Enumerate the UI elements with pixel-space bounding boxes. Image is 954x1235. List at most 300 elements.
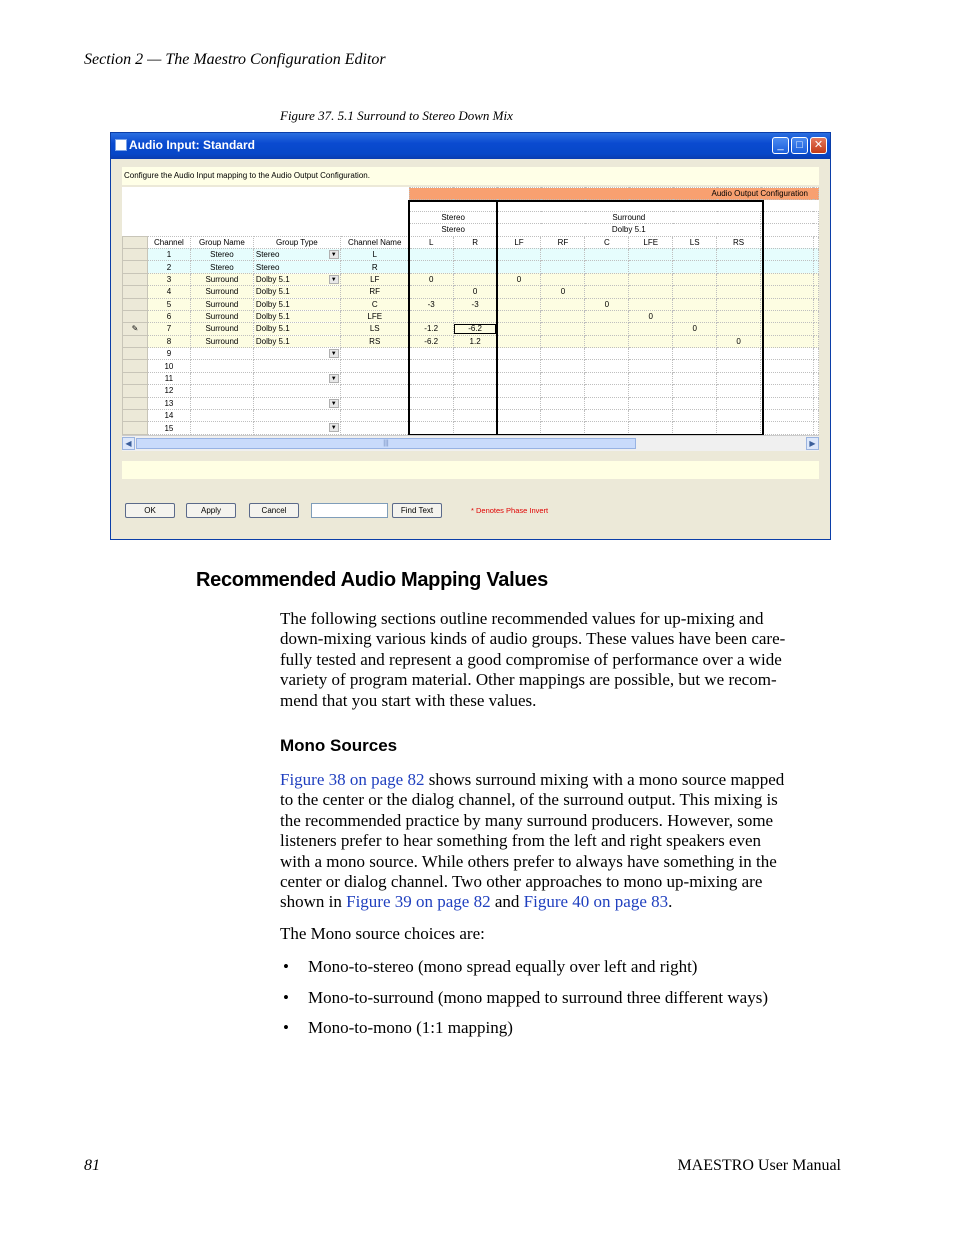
channel-name-cell[interactable]: LS bbox=[340, 323, 409, 335]
gain-cell[interactable] bbox=[409, 372, 453, 384]
table-row[interactable] bbox=[123, 323, 819, 335]
gain-cell[interactable] bbox=[585, 323, 629, 335]
close-icon[interactable]: ✕ bbox=[810, 137, 827, 154]
intro-line: fully tested and represent a good compromise of performance over a wide bbox=[280, 649, 782, 669]
section-heading: Recommended Audio Mapping Values bbox=[196, 569, 548, 591]
gain-cell[interactable] bbox=[673, 397, 717, 409]
gain-cell[interactable] bbox=[541, 348, 585, 360]
gain-cell[interactable]: 0 bbox=[629, 310, 673, 322]
table-row[interactable] bbox=[123, 310, 819, 322]
intro-line: down-mixing various kinds of audio groups. These values have been care- bbox=[280, 629, 786, 649]
channel-name-cell[interactable]: RS bbox=[340, 335, 409, 347]
gain-cell[interactable] bbox=[717, 372, 761, 384]
table-row[interactable] bbox=[123, 360, 819, 372]
empty-cell[interactable] bbox=[761, 310, 814, 322]
channel-cell[interactable]: 9 bbox=[147, 348, 190, 360]
empty-cell[interactable] bbox=[813, 261, 818, 273]
group-name-cell[interactable]: Surround bbox=[190, 323, 253, 335]
group-name-cell[interactable]: Surround bbox=[190, 298, 253, 310]
column-header[interactable]: Channel bbox=[147, 236, 190, 248]
gain-cell[interactable]: -6.2 bbox=[409, 335, 453, 347]
app-icon bbox=[115, 139, 127, 151]
title-bar[interactable] bbox=[111, 133, 830, 159]
empty-cell[interactable] bbox=[813, 422, 818, 434]
gain-cell[interactable] bbox=[629, 335, 673, 347]
row-selector[interactable] bbox=[123, 273, 148, 285]
empty-cell[interactable] bbox=[761, 335, 814, 347]
figure-39-link[interactable]: Figure 39 on page 82 bbox=[346, 892, 491, 912]
group-type-stereo: Stereo bbox=[409, 224, 497, 236]
column-header[interactable]: LFE bbox=[629, 236, 673, 248]
channel-name-cell[interactable]: R bbox=[340, 261, 409, 273]
gain-cell[interactable] bbox=[409, 385, 453, 397]
gain-cell[interactable] bbox=[453, 410, 497, 422]
column-header[interactable]: Channel Name bbox=[340, 236, 409, 248]
channel-name-cell[interactable] bbox=[340, 348, 409, 360]
gain-cell[interactable] bbox=[629, 385, 673, 397]
mono-text: to the center or the dialog channel, of the surround output. This mixing is bbox=[280, 790, 778, 810]
gain-cell[interactable]: 0 bbox=[541, 286, 585, 298]
column-header[interactable]: RS bbox=[717, 236, 761, 248]
channel-cell[interactable]: 4 bbox=[147, 286, 190, 298]
gain-cell[interactable] bbox=[541, 273, 585, 285]
mono-text: shown in bbox=[280, 892, 347, 912]
channel-cell[interactable]: 2 bbox=[147, 261, 190, 273]
gain-cell[interactable] bbox=[541, 422, 585, 434]
gain-cell[interactable] bbox=[453, 397, 497, 409]
row-selector[interactable] bbox=[123, 422, 148, 434]
row-selector[interactable] bbox=[123, 410, 148, 422]
table-row[interactable] bbox=[123, 410, 819, 422]
column-header[interactable]: Group Name bbox=[190, 236, 253, 248]
gain-cell[interactable] bbox=[409, 348, 453, 360]
channel-name-cell[interactable]: LFE bbox=[340, 310, 409, 322]
row-selector[interactable] bbox=[123, 348, 148, 360]
apply-button[interactable]: Apply bbox=[186, 503, 236, 518]
empty-cell[interactable] bbox=[761, 385, 814, 397]
row-selector[interactable] bbox=[123, 310, 148, 322]
gain-cell[interactable]: 0 bbox=[453, 286, 497, 298]
column-header-filler bbox=[761, 236, 814, 248]
instruction-text: Configure the Audio Input mapping to the Audio Output Configuration. bbox=[122, 167, 819, 185]
table-row[interactable] bbox=[123, 261, 819, 273]
group-header-surround: Surround bbox=[497, 211, 760, 223]
gain-cell[interactable] bbox=[453, 372, 497, 384]
gain-cell[interactable] bbox=[717, 261, 761, 273]
gain-cell[interactable] bbox=[717, 385, 761, 397]
gain-cell[interactable] bbox=[673, 360, 717, 372]
dropdown-arrow-icon[interactable]: ▼ bbox=[329, 275, 339, 284]
empty-cell[interactable] bbox=[813, 310, 818, 322]
gain-cell[interactable]: 0 bbox=[673, 323, 717, 335]
group-type-cell[interactable]: Dolby 5.1 bbox=[253, 323, 340, 335]
gain-cell[interactable] bbox=[629, 410, 673, 422]
gain-cell[interactable] bbox=[453, 360, 497, 372]
channel-cell[interactable]: 7 bbox=[147, 323, 190, 335]
gain-cell[interactable] bbox=[629, 286, 673, 298]
group-type-cell[interactable]: Dolby 5.1 ▼ bbox=[253, 273, 340, 285]
dropdown-arrow-icon[interactable]: ▼ bbox=[329, 349, 339, 358]
channel-name-cell[interactable]: LF bbox=[340, 273, 409, 285]
gain-cell[interactable] bbox=[629, 273, 673, 285]
channel-name-cell[interactable] bbox=[340, 422, 409, 434]
gain-cell[interactable] bbox=[585, 335, 629, 347]
gain-cell[interactable] bbox=[673, 410, 717, 422]
gain-cell[interactable] bbox=[409, 410, 453, 422]
gain-cell[interactable] bbox=[717, 298, 761, 310]
gain-cell[interactable] bbox=[497, 372, 541, 384]
row-selector[interactable] bbox=[123, 372, 148, 384]
group-type-row bbox=[123, 224, 819, 236]
group-type-cell[interactable]: Dolby 5.1 bbox=[253, 335, 340, 347]
gain-cell[interactable]: -1.2 bbox=[409, 323, 453, 335]
bullet-item: Mono-to-surround (mono mapped to surround three different ways) bbox=[308, 988, 768, 1007]
gain-cell[interactable] bbox=[497, 261, 541, 273]
choices-intro: The Mono source choices are: bbox=[280, 924, 485, 943]
gain-cell[interactable] bbox=[409, 422, 453, 434]
channel-name-cell[interactable] bbox=[340, 410, 409, 422]
gain-cell[interactable] bbox=[717, 360, 761, 372]
gain-cell[interactable] bbox=[541, 310, 585, 322]
mono-text: listeners prefer to hear something from the left and right speakers even bbox=[280, 831, 762, 851]
group-name-cell[interactable]: Stereo bbox=[190, 261, 253, 273]
gain-cell[interactable]: -6.2 bbox=[453, 323, 497, 335]
gain-cell[interactable] bbox=[585, 310, 629, 322]
gain-cell[interactable] bbox=[453, 261, 497, 273]
gain-cell[interactable] bbox=[673, 422, 717, 434]
gain-cell[interactable]: 1.2 bbox=[453, 335, 497, 347]
group-type-cell[interactable] bbox=[253, 410, 340, 422]
gain-cell[interactable] bbox=[541, 335, 585, 347]
gain-cell[interactable] bbox=[497, 410, 541, 422]
table-row[interactable] bbox=[123, 422, 819, 434]
scroll-thumb[interactable]: ||| bbox=[136, 438, 636, 449]
empty-cell[interactable] bbox=[761, 397, 814, 409]
gain-cell[interactable]: -3 bbox=[453, 298, 497, 310]
channel-cell[interactable]: 13 bbox=[147, 397, 190, 409]
group-type-cell[interactable] bbox=[253, 422, 340, 434]
gain-cell[interactable] bbox=[497, 348, 541, 360]
gain-cell[interactable] bbox=[541, 261, 585, 273]
gain-cell[interactable] bbox=[497, 248, 541, 260]
gain-cell[interactable] bbox=[497, 422, 541, 434]
gain-cell[interactable] bbox=[409, 360, 453, 372]
row-selector[interactable] bbox=[123, 298, 148, 310]
gain-cell[interactable] bbox=[497, 360, 541, 372]
gain-cell[interactable] bbox=[409, 397, 453, 409]
empty-cell[interactable] bbox=[761, 348, 814, 360]
cancel-button[interactable]: Cancel bbox=[249, 503, 299, 518]
gain-cell[interactable] bbox=[585, 360, 629, 372]
column-header[interactable]: LF bbox=[497, 236, 541, 248]
mono-sources-heading: Mono Sources bbox=[280, 736, 398, 755]
empty-cell[interactable] bbox=[761, 261, 814, 273]
gain-cell[interactable] bbox=[497, 310, 541, 322]
find-text-button[interactable]: Find Text bbox=[392, 503, 442, 518]
empty-cell[interactable] bbox=[813, 372, 818, 384]
empty-cell[interactable] bbox=[813, 273, 818, 285]
table-row[interactable] bbox=[123, 273, 819, 285]
mono-text: center or dialog channel. Two other approaches to mono up-mixing are bbox=[280, 872, 763, 892]
gain-cell[interactable] bbox=[585, 372, 629, 384]
gain-cell[interactable] bbox=[717, 397, 761, 409]
row-selector[interactable] bbox=[123, 261, 148, 273]
gain-cell[interactable] bbox=[717, 310, 761, 322]
group-name-cell[interactable] bbox=[190, 410, 253, 422]
gain-cell[interactable] bbox=[585, 261, 629, 273]
gain-cell[interactable] bbox=[409, 286, 453, 298]
empty-cell[interactable] bbox=[813, 248, 818, 260]
empty-cell[interactable] bbox=[813, 410, 818, 422]
channel-cell[interactable]: 6 bbox=[147, 310, 190, 322]
column-header[interactable]: Group Type bbox=[253, 236, 340, 248]
empty-cell[interactable] bbox=[813, 286, 818, 298]
group-name-cell[interactable] bbox=[190, 348, 253, 360]
dropdown-arrow-icon[interactable]: ▼ bbox=[329, 250, 339, 259]
empty-cell[interactable] bbox=[761, 248, 814, 260]
horizontal-scrollbar[interactable] bbox=[122, 435, 819, 451]
gain-cell[interactable] bbox=[629, 348, 673, 360]
gain-cell[interactable] bbox=[497, 323, 541, 335]
channel-cell[interactable]: 5 bbox=[147, 298, 190, 310]
empty-cell[interactable] bbox=[761, 323, 814, 335]
group-name-cell[interactable] bbox=[190, 422, 253, 434]
edit-pencil-icon[interactable]: ✎ bbox=[123, 323, 148, 335]
group-name-cell[interactable]: Surround bbox=[190, 286, 253, 298]
group-type-cell[interactable] bbox=[253, 397, 340, 409]
gain-cell[interactable] bbox=[629, 298, 673, 310]
gain-cell[interactable] bbox=[453, 385, 497, 397]
gain-cell[interactable] bbox=[497, 397, 541, 409]
bullet-icon: • bbox=[283, 1018, 289, 1037]
channel-cell[interactable]: 3 bbox=[147, 273, 190, 285]
row-selector[interactable] bbox=[123, 286, 148, 298]
gain-cell[interactable]: 0 bbox=[717, 335, 761, 347]
gain-cell[interactable] bbox=[409, 310, 453, 322]
channel-name-cell[interactable] bbox=[340, 385, 409, 397]
gain-cell[interactable] bbox=[585, 397, 629, 409]
gain-cell[interactable] bbox=[673, 286, 717, 298]
group-type-cell[interactable]: Dolby 5.1 bbox=[253, 310, 340, 322]
gain-cell[interactable] bbox=[717, 422, 761, 434]
group-type-cell[interactable] bbox=[253, 348, 340, 360]
gain-cell[interactable] bbox=[541, 323, 585, 335]
group-type-cell[interactable] bbox=[253, 360, 340, 372]
gain-cell[interactable] bbox=[717, 323, 761, 335]
channel-name-cell[interactable] bbox=[340, 360, 409, 372]
gain-cell[interactable] bbox=[717, 348, 761, 360]
mono-text: the recommended practice by many surround producers. However, some bbox=[280, 810, 774, 830]
empty-cell[interactable] bbox=[813, 323, 818, 335]
table-row[interactable] bbox=[123, 248, 819, 260]
column-header[interactable]: LS bbox=[673, 236, 717, 248]
gain-cell[interactable]: 0 bbox=[585, 298, 629, 310]
gain-cell[interactable] bbox=[717, 410, 761, 422]
group-name-cell[interactable] bbox=[190, 385, 253, 397]
group-name-cell[interactable]: Surround bbox=[190, 273, 253, 285]
scroll-right-icon[interactable]: ▶ bbox=[806, 437, 819, 450]
intro-paragraph bbox=[280, 609, 845, 711]
channel-cell[interactable]: 12 bbox=[147, 385, 190, 397]
gain-cell[interactable] bbox=[541, 385, 585, 397]
gain-cell[interactable] bbox=[541, 298, 585, 310]
gain-cell[interactable] bbox=[673, 348, 717, 360]
gain-cell[interactable] bbox=[629, 422, 673, 434]
gain-cell[interactable] bbox=[453, 348, 497, 360]
channel-name-cell[interactable] bbox=[340, 372, 409, 384]
gain-cell[interactable] bbox=[585, 422, 629, 434]
empty-cell[interactable] bbox=[813, 335, 818, 347]
scroll-left-icon[interactable]: ◀ bbox=[122, 437, 135, 450]
ok-button[interactable]: OK bbox=[125, 503, 175, 518]
output-config-row bbox=[123, 188, 819, 200]
gain-cell[interactable] bbox=[453, 422, 497, 434]
spacer-row bbox=[123, 200, 819, 211]
group-name-cell[interactable]: Surround bbox=[190, 310, 253, 322]
gain-cell[interactable] bbox=[541, 397, 585, 409]
mapping-table bbox=[122, 187, 819, 447]
empty-cell[interactable] bbox=[813, 397, 818, 409]
gain-cell[interactable] bbox=[541, 410, 585, 422]
gain-cell[interactable] bbox=[717, 286, 761, 298]
column-header[interactable]: R bbox=[453, 236, 497, 248]
gain-cell[interactable] bbox=[497, 335, 541, 347]
gain-cell[interactable] bbox=[629, 323, 673, 335]
group-name-cell[interactable] bbox=[190, 372, 253, 384]
channel-cell[interactable]: 14 bbox=[147, 410, 190, 422]
gain-cell[interactable] bbox=[629, 372, 673, 384]
gain-cell[interactable] bbox=[585, 385, 629, 397]
row-selector[interactable] bbox=[123, 385, 148, 397]
gain-cell[interactable] bbox=[453, 273, 497, 285]
gain-cell[interactable] bbox=[673, 261, 717, 273]
figure-38-link[interactable]: Figure 38 on page 82 bbox=[280, 770, 425, 789]
group-type-cell[interactable]: Stereo ▼ bbox=[253, 248, 340, 260]
table-row[interactable] bbox=[123, 348, 819, 360]
dropdown-arrow-icon[interactable]: ▼ bbox=[329, 423, 339, 432]
table-row[interactable] bbox=[123, 385, 819, 397]
dropdown-arrow-icon[interactable]: ▼ bbox=[329, 399, 339, 408]
empty-cell[interactable] bbox=[761, 422, 814, 434]
gain-cell[interactable] bbox=[409, 261, 453, 273]
table-row[interactable] bbox=[123, 286, 819, 298]
column-header[interactable]: RF bbox=[541, 236, 585, 248]
group-type-cell[interactable] bbox=[253, 385, 340, 397]
channel-cell[interactable]: 15 bbox=[147, 422, 190, 434]
channel-cell[interactable]: 10 bbox=[147, 360, 190, 372]
empty-cell[interactable] bbox=[813, 385, 818, 397]
gain-cell[interactable] bbox=[673, 372, 717, 384]
empty-cell[interactable] bbox=[761, 298, 814, 310]
gain-cell[interactable] bbox=[673, 248, 717, 260]
group-name-row bbox=[123, 211, 819, 223]
row-selector[interactable] bbox=[123, 397, 148, 409]
bullet-item: Mono-to-stereo (mono spread equally over left and right) bbox=[308, 957, 698, 976]
gain-cell[interactable]: 0 bbox=[497, 273, 541, 285]
gain-cell[interactable] bbox=[717, 248, 761, 260]
gain-cell[interactable] bbox=[497, 286, 541, 298]
empty-cell[interactable] bbox=[813, 360, 818, 372]
gain-cell[interactable] bbox=[497, 385, 541, 397]
channel-name-cell[interactable]: RF bbox=[340, 286, 409, 298]
group-type-cell[interactable] bbox=[253, 372, 340, 384]
gain-cell[interactable] bbox=[541, 372, 585, 384]
empty-cell[interactable] bbox=[761, 372, 814, 384]
group-type-cell[interactable]: Stereo bbox=[253, 261, 340, 273]
channel-cell[interactable]: 1 bbox=[147, 248, 190, 260]
gain-cell[interactable] bbox=[409, 248, 453, 260]
table-row[interactable] bbox=[123, 372, 819, 384]
gain-cell[interactable] bbox=[717, 273, 761, 285]
minimize-icon[interactable]: _ bbox=[772, 137, 789, 154]
gain-cell[interactable]: 0 bbox=[409, 273, 453, 285]
empty-cell[interactable] bbox=[761, 273, 814, 285]
gain-cell[interactable] bbox=[629, 248, 673, 260]
empty-cell[interactable] bbox=[813, 298, 818, 310]
channel-name-cell[interactable] bbox=[340, 397, 409, 409]
dropdown-arrow-icon[interactable]: ▼ bbox=[329, 374, 339, 383]
empty-cell[interactable] bbox=[761, 360, 814, 372]
gain-cell[interactable] bbox=[585, 348, 629, 360]
gain-cell[interactable] bbox=[453, 310, 497, 322]
find-text-input[interactable] bbox=[311, 503, 388, 518]
gain-cell[interactable] bbox=[585, 286, 629, 298]
maximize-icon[interactable]: □ bbox=[791, 137, 808, 154]
gain-cell[interactable] bbox=[673, 298, 717, 310]
gain-cell[interactable] bbox=[585, 248, 629, 260]
column-header[interactable]: L bbox=[409, 236, 453, 248]
gain-cell[interactable] bbox=[629, 397, 673, 409]
row-selector[interactable] bbox=[123, 248, 148, 260]
gain-cell[interactable]: -3 bbox=[409, 298, 453, 310]
gain-cell[interactable] bbox=[453, 248, 497, 260]
row-selector[interactable] bbox=[123, 360, 148, 372]
gain-cell[interactable] bbox=[673, 310, 717, 322]
column-header[interactable]: C bbox=[585, 236, 629, 248]
empty-cell[interactable] bbox=[813, 348, 818, 360]
gain-cell[interactable] bbox=[585, 273, 629, 285]
gain-cell[interactable] bbox=[629, 360, 673, 372]
mapping-grid[interactable] bbox=[122, 187, 819, 435]
group-type-cell[interactable]: Dolby 5.1 bbox=[253, 298, 340, 310]
group-name-cell[interactable]: Surround bbox=[190, 335, 253, 347]
gain-cell[interactable] bbox=[673, 385, 717, 397]
gain-cell[interactable] bbox=[585, 410, 629, 422]
channel-name-cell[interactable]: L bbox=[340, 248, 409, 260]
group-name-cell[interactable]: Stereo bbox=[190, 248, 253, 260]
gain-cell[interactable] bbox=[497, 298, 541, 310]
channel-cell[interactable]: 11 bbox=[147, 372, 190, 384]
row-selector[interactable] bbox=[123, 335, 148, 347]
figure-40-link[interactable]: Figure 40 on page 83 bbox=[523, 892, 669, 912]
channel-name-cell[interactable]: C bbox=[340, 298, 409, 310]
table-row[interactable] bbox=[123, 298, 819, 310]
gain-cell[interactable] bbox=[629, 261, 673, 273]
gain-cell[interactable] bbox=[541, 360, 585, 372]
gain-cell[interactable] bbox=[673, 335, 717, 347]
output-config-label: Audio Output Configuration bbox=[409, 188, 818, 200]
table-row[interactable] bbox=[123, 397, 819, 409]
empty-cell[interactable] bbox=[761, 410, 814, 422]
empty-cell[interactable] bbox=[761, 286, 814, 298]
channel-cell[interactable]: 8 bbox=[147, 335, 190, 347]
gain-cell[interactable] bbox=[673, 273, 717, 285]
group-name-cell[interactable] bbox=[190, 397, 253, 409]
group-type-cell[interactable]: Dolby 5.1 bbox=[253, 286, 340, 298]
table-row[interactable] bbox=[123, 335, 819, 347]
gain-cell[interactable] bbox=[541, 248, 585, 260]
group-name-cell[interactable] bbox=[190, 360, 253, 372]
